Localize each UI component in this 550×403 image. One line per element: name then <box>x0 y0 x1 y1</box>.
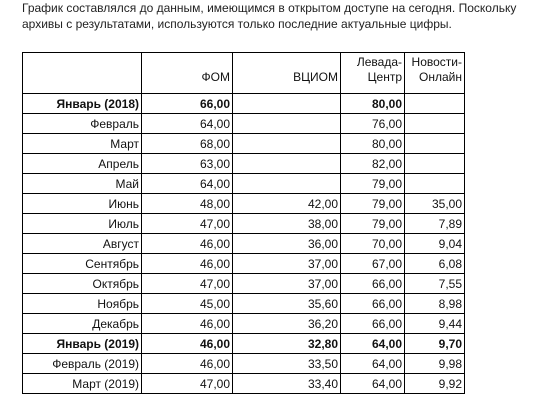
intro-line-1: График составлялся до данным, имеющимся в открытом доступе на сегодня. Поскольку <box>22 1 517 15</box>
novosti-cell <box>405 114 465 134</box>
table-row <box>23 294 465 314</box>
levada-cell: 66,00 <box>341 274 405 294</box>
month-cell: Июль <box>23 214 142 234</box>
novosti-cell: 35,00 <box>405 194 465 214</box>
vciom-cell: 38,00 <box>233 214 341 234</box>
header-line: ФОМ <box>201 70 230 84</box>
levada-cell: 64,00 <box>341 354 405 374</box>
month-cell: Сентябрь <box>23 254 142 274</box>
fom-cell: 64,00 <box>142 174 233 194</box>
header-line: Онлайн <box>419 70 462 84</box>
header-fom <box>142 53 233 94</box>
table-row <box>23 134 465 154</box>
header-line: ВЦИОМ <box>293 70 338 84</box>
header-line: Центр <box>367 70 402 84</box>
month-cell: Май <box>23 174 142 194</box>
month-cell: Март <box>23 134 142 154</box>
novosti-cell: 9,44 <box>405 314 465 334</box>
fom-cell: 46,00 <box>142 354 233 374</box>
vciom-cell <box>233 154 341 174</box>
table-row <box>23 194 465 214</box>
fom-cell: 47,00 <box>142 214 233 234</box>
month-cell: Январь (2018) <box>23 94 142 114</box>
table-row <box>23 114 465 134</box>
month-cell: Октябрь <box>23 274 142 294</box>
ratings-table <box>22 52 465 394</box>
header-line <box>25 70 139 85</box>
table-row <box>23 234 465 254</box>
novosti-cell: 7,55 <box>405 274 465 294</box>
table-row <box>23 94 465 114</box>
novosti-cell: 6,08 <box>405 254 465 274</box>
month-cell: Февраль (2019) <box>23 354 142 374</box>
header-line <box>144 55 230 70</box>
fom-cell: 45,00 <box>142 294 233 314</box>
vciom-cell: 42,00 <box>233 194 341 214</box>
vciom-cell: 36,00 <box>233 234 341 254</box>
fom-cell: 64,00 <box>142 114 233 134</box>
novosti-cell: 9,04 <box>405 234 465 254</box>
vciom-cell: 32,80 <box>233 334 341 354</box>
vciom-cell: 33,40 <box>233 374 341 394</box>
novosti-cell: 8,98 <box>405 294 465 314</box>
month-cell: Февраль <box>23 114 142 134</box>
fom-cell: 46,00 <box>142 234 233 254</box>
novosti-cell <box>405 134 465 154</box>
levada-cell: 66,00 <box>341 294 405 314</box>
fom-cell: 48,00 <box>142 194 233 214</box>
month-cell: Декабрь <box>23 314 142 334</box>
table-row <box>23 214 465 234</box>
levada-cell: 80,00 <box>341 94 405 114</box>
header-line <box>235 55 338 70</box>
levada-cell: 66,00 <box>341 314 405 334</box>
novosti-cell <box>405 94 465 114</box>
levada-cell: 76,00 <box>341 114 405 134</box>
month-cell: Апрель <box>23 154 142 174</box>
month-cell: Август <box>23 234 142 254</box>
fom-cell: 46,00 <box>142 254 233 274</box>
month-cell: Март (2019) <box>23 374 142 394</box>
vciom-cell: 35,60 <box>233 294 341 314</box>
header-corner <box>23 53 142 94</box>
table-row <box>23 314 465 334</box>
table-row <box>23 174 465 194</box>
intro-line-2: архивы с результатами, используются только последние актуальные цифры. <box>22 17 452 31</box>
intro-text <box>22 0 550 32</box>
levada-cell: 70,00 <box>341 234 405 254</box>
header-line <box>25 55 139 70</box>
month-cell: Январь (2019) <box>23 334 142 354</box>
month-cell: Июнь <box>23 194 142 214</box>
table-row <box>23 254 465 274</box>
month-cell: Ноябрь <box>23 294 142 314</box>
levada-cell: 64,00 <box>341 334 405 354</box>
novosti-cell <box>405 154 465 174</box>
header-novosti <box>405 53 465 94</box>
novosti-cell: 9,98 <box>405 354 465 374</box>
table-row <box>23 334 465 354</box>
table-row <box>23 274 465 294</box>
vciom-cell <box>233 94 341 114</box>
header-line: Левада- <box>356 55 402 69</box>
novosti-cell: 9,70 <box>405 334 465 354</box>
levada-cell: 79,00 <box>341 194 405 214</box>
header-line: Новости- <box>411 55 462 69</box>
vciom-cell: 37,00 <box>233 274 341 294</box>
header-levada <box>341 53 405 94</box>
levada-cell: 82,00 <box>341 154 405 174</box>
header-vciom <box>233 53 341 94</box>
vciom-cell: 37,00 <box>233 254 341 274</box>
vciom-cell: 33,50 <box>233 354 341 374</box>
table-row <box>23 354 465 374</box>
fom-cell: 47,00 <box>142 374 233 394</box>
vciom-cell <box>233 114 341 134</box>
fom-cell: 47,00 <box>142 274 233 294</box>
table-header-row <box>23 53 465 94</box>
table-row <box>23 154 465 174</box>
ratings-table-body <box>23 53 465 394</box>
levada-cell: 67,00 <box>341 254 405 274</box>
levada-cell: 79,00 <box>341 174 405 194</box>
novosti-cell <box>405 174 465 194</box>
fom-cell: 63,00 <box>142 154 233 174</box>
fom-cell: 68,00 <box>142 134 233 154</box>
levada-cell: 79,00 <box>341 214 405 234</box>
vciom-cell <box>233 134 341 154</box>
table-row <box>23 374 465 394</box>
fom-cell: 46,00 <box>142 334 233 354</box>
vciom-cell: 36,20 <box>233 314 341 334</box>
fom-cell: 46,00 <box>142 314 233 334</box>
fom-cell: 66,00 <box>142 94 233 114</box>
novosti-cell: 9,92 <box>405 374 465 394</box>
novosti-cell: 7,89 <box>405 214 465 234</box>
levada-cell: 80,00 <box>341 134 405 154</box>
vciom-cell <box>233 174 341 194</box>
levada-cell: 64,00 <box>341 374 405 394</box>
